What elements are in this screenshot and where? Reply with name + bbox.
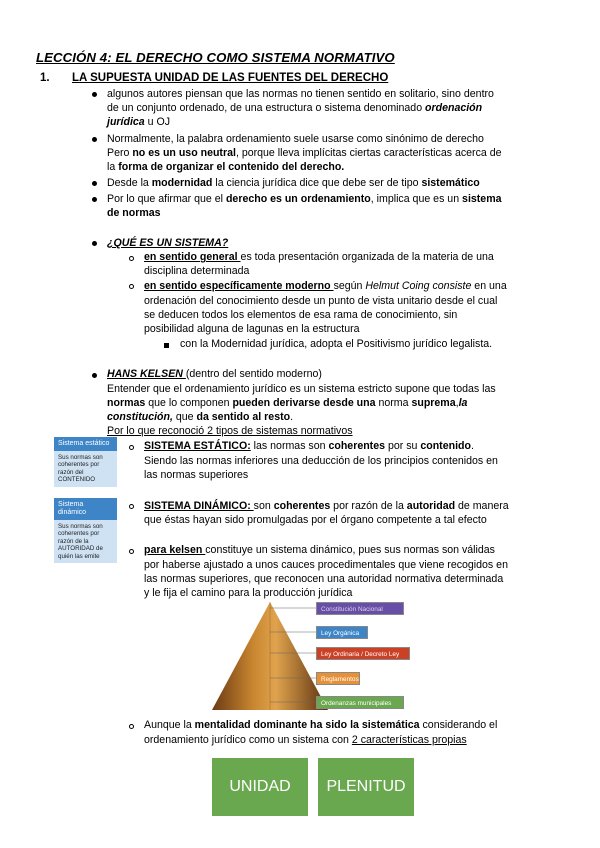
paragraph-line: Por lo que afirmar que el derecho es un ordenamiento, implica que es un sistema: [107, 193, 502, 205]
paragraph-line: con la Modernidad jurídica, adopta el Positivismo jurídico legalista.: [180, 338, 493, 350]
pyramid-labels: [316, 602, 406, 615]
bullet-icon: [92, 137, 97, 142]
side-card-body: Sus normas son coherentes por razón del CONTENIDO: [54, 451, 117, 487]
paragraph-line: ordenación del conocimiento desde un punto de vista unitario desde el cual: [144, 295, 498, 307]
side-card-body: Sus normas son coherentes por razón de la AUTORIDAD de quién las emite: [54, 520, 117, 563]
paragraph-line: constitución, que da sentido al resto.: [107, 411, 294, 423]
paragraph-line: en sentido específicamente moderno según Helmut Coing consiste en una: [144, 280, 507, 292]
subsection-heading: ¿QUÉ ES UN SISTEMA?: [107, 237, 229, 249]
bullet-icon: [92, 181, 97, 186]
paragraph-line: posibilidad alguna de lagunas en la estructura: [144, 323, 360, 335]
paragraph-line: SISTEMA DINÁMICO: son coherentes por razón de la autoridad de manera: [144, 500, 509, 512]
paragraph-line: que éstas hayan sido promulgadas por el órgano competente a tal efecto: [144, 514, 487, 526]
paragraph-line: Normalmente, la palabra ordenamiento suele usarse como sinónimo de derecho: [107, 133, 484, 145]
paragraph-line: la forma de organizar el contenido del derecho.: [107, 161, 345, 173]
paragraph-line: y le fija el camino para la producción jurídica: [144, 587, 353, 599]
paragraph-line: de normas: [107, 207, 161, 219]
bullet-icon: [92, 197, 97, 202]
side-card-static: [54, 437, 117, 487]
section-number: 1.: [40, 72, 50, 84]
paragraph-line: disciplina determinada: [144, 265, 250, 277]
paragraph-line: Entender que el ordenamiento jurídico es un sistema estricto supone que todas las: [107, 383, 496, 395]
side-card-dynamic: [54, 498, 117, 563]
unidad-box: UNIDAD: [212, 758, 308, 816]
section-heading: LA SUPUESTA UNIDAD DE LAS FUENTES DEL DERECHO: [72, 72, 389, 84]
paragraph-line: Desde la modernidad la ciencia jurídica dice que debe ser de tipo sistemático: [107, 177, 480, 189]
page-title: LECCIÓN 4: EL DERECHO COMO SISTEMA NORMATIVO: [36, 50, 395, 65]
bullet-icon: [92, 373, 97, 378]
circle-bullet-icon: [129, 724, 134, 729]
paragraph-line: Por lo que reconoció 2 tipos de sistemas normativos: [107, 425, 353, 437]
paragraph-line: de un conjunto ordenado, de una estructura o sistema denominado ordenación: [107, 102, 483, 114]
paragraph-line: por haberse ajustado a unos cauces procedimentales que viene recogidos en: [144, 559, 508, 571]
paragraph-line: las normas superiores, que reconocen una autoridad normativa determinada: [144, 573, 504, 585]
side-card-head: Sistema estático: [54, 437, 117, 451]
paragraph-line: SISTEMA ESTÁTICO: las normas son coherentes por su contenido.: [144, 440, 474, 452]
paragraph-line: para kelsen constituye un sistema dinámico, pues sus normas son válidas: [144, 544, 495, 556]
paragraph-line: se deducen todos los elementos de esa rama de conocimiento, sin: [144, 309, 458, 321]
pyramid-level-label: Ley Orgánica: [316, 626, 368, 639]
pyramid-level-label: Ordenanzas municipales: [316, 696, 404, 709]
circle-bullet-icon: [129, 445, 134, 450]
square-bullet-icon: [164, 343, 169, 348]
circle-bullet-icon: [129, 549, 134, 554]
paragraph-line: Siendo las normas inferiores una deducción de los principios contenidos en: [144, 455, 498, 467]
paragraph-line: algunos autores piensan que las normas no tienen sentido en solitario, sino dentro: [107, 88, 494, 100]
bullet-icon: [92, 241, 97, 246]
circle-bullet-icon: [129, 256, 134, 261]
pyramid-level-label: Constitución Nacional: [316, 602, 404, 615]
paragraph-line: jurídica u OJ: [107, 116, 171, 128]
paragraph-line: Pero no es un uso neutral, porque lleva implícitas ciertas características acerca de: [107, 147, 502, 159]
circle-bullet-icon: [129, 504, 134, 509]
plenitud-box: PLENITUD: [318, 758, 414, 816]
pyramid-level-label: Ley Ordinaria / Decreto Ley: [316, 647, 410, 660]
circle-bullet-icon: [129, 284, 134, 289]
paragraph-line: las normas superiores: [144, 469, 249, 481]
bullet-icon: [92, 92, 97, 97]
side-card-head: Sistema dinámico: [54, 498, 117, 520]
paragraph-line: en sentido general es toda presentación organizada de la materia de una: [144, 251, 494, 263]
pyramid-level-label: Reglamentos: [316, 672, 360, 685]
paragraph-line: ordenamiento jurídico como un sistema con 2 características propias: [144, 734, 467, 746]
paragraph-line: normas que lo componen pueden derivarse desde una norma suprema,la: [107, 397, 468, 409]
paragraph-line: HANS KELSEN (dentro del sentido moderno): [107, 368, 322, 380]
paragraph-line: Aunque la mentalidad dominante ha sido la sistemática considerando el: [144, 719, 498, 731]
